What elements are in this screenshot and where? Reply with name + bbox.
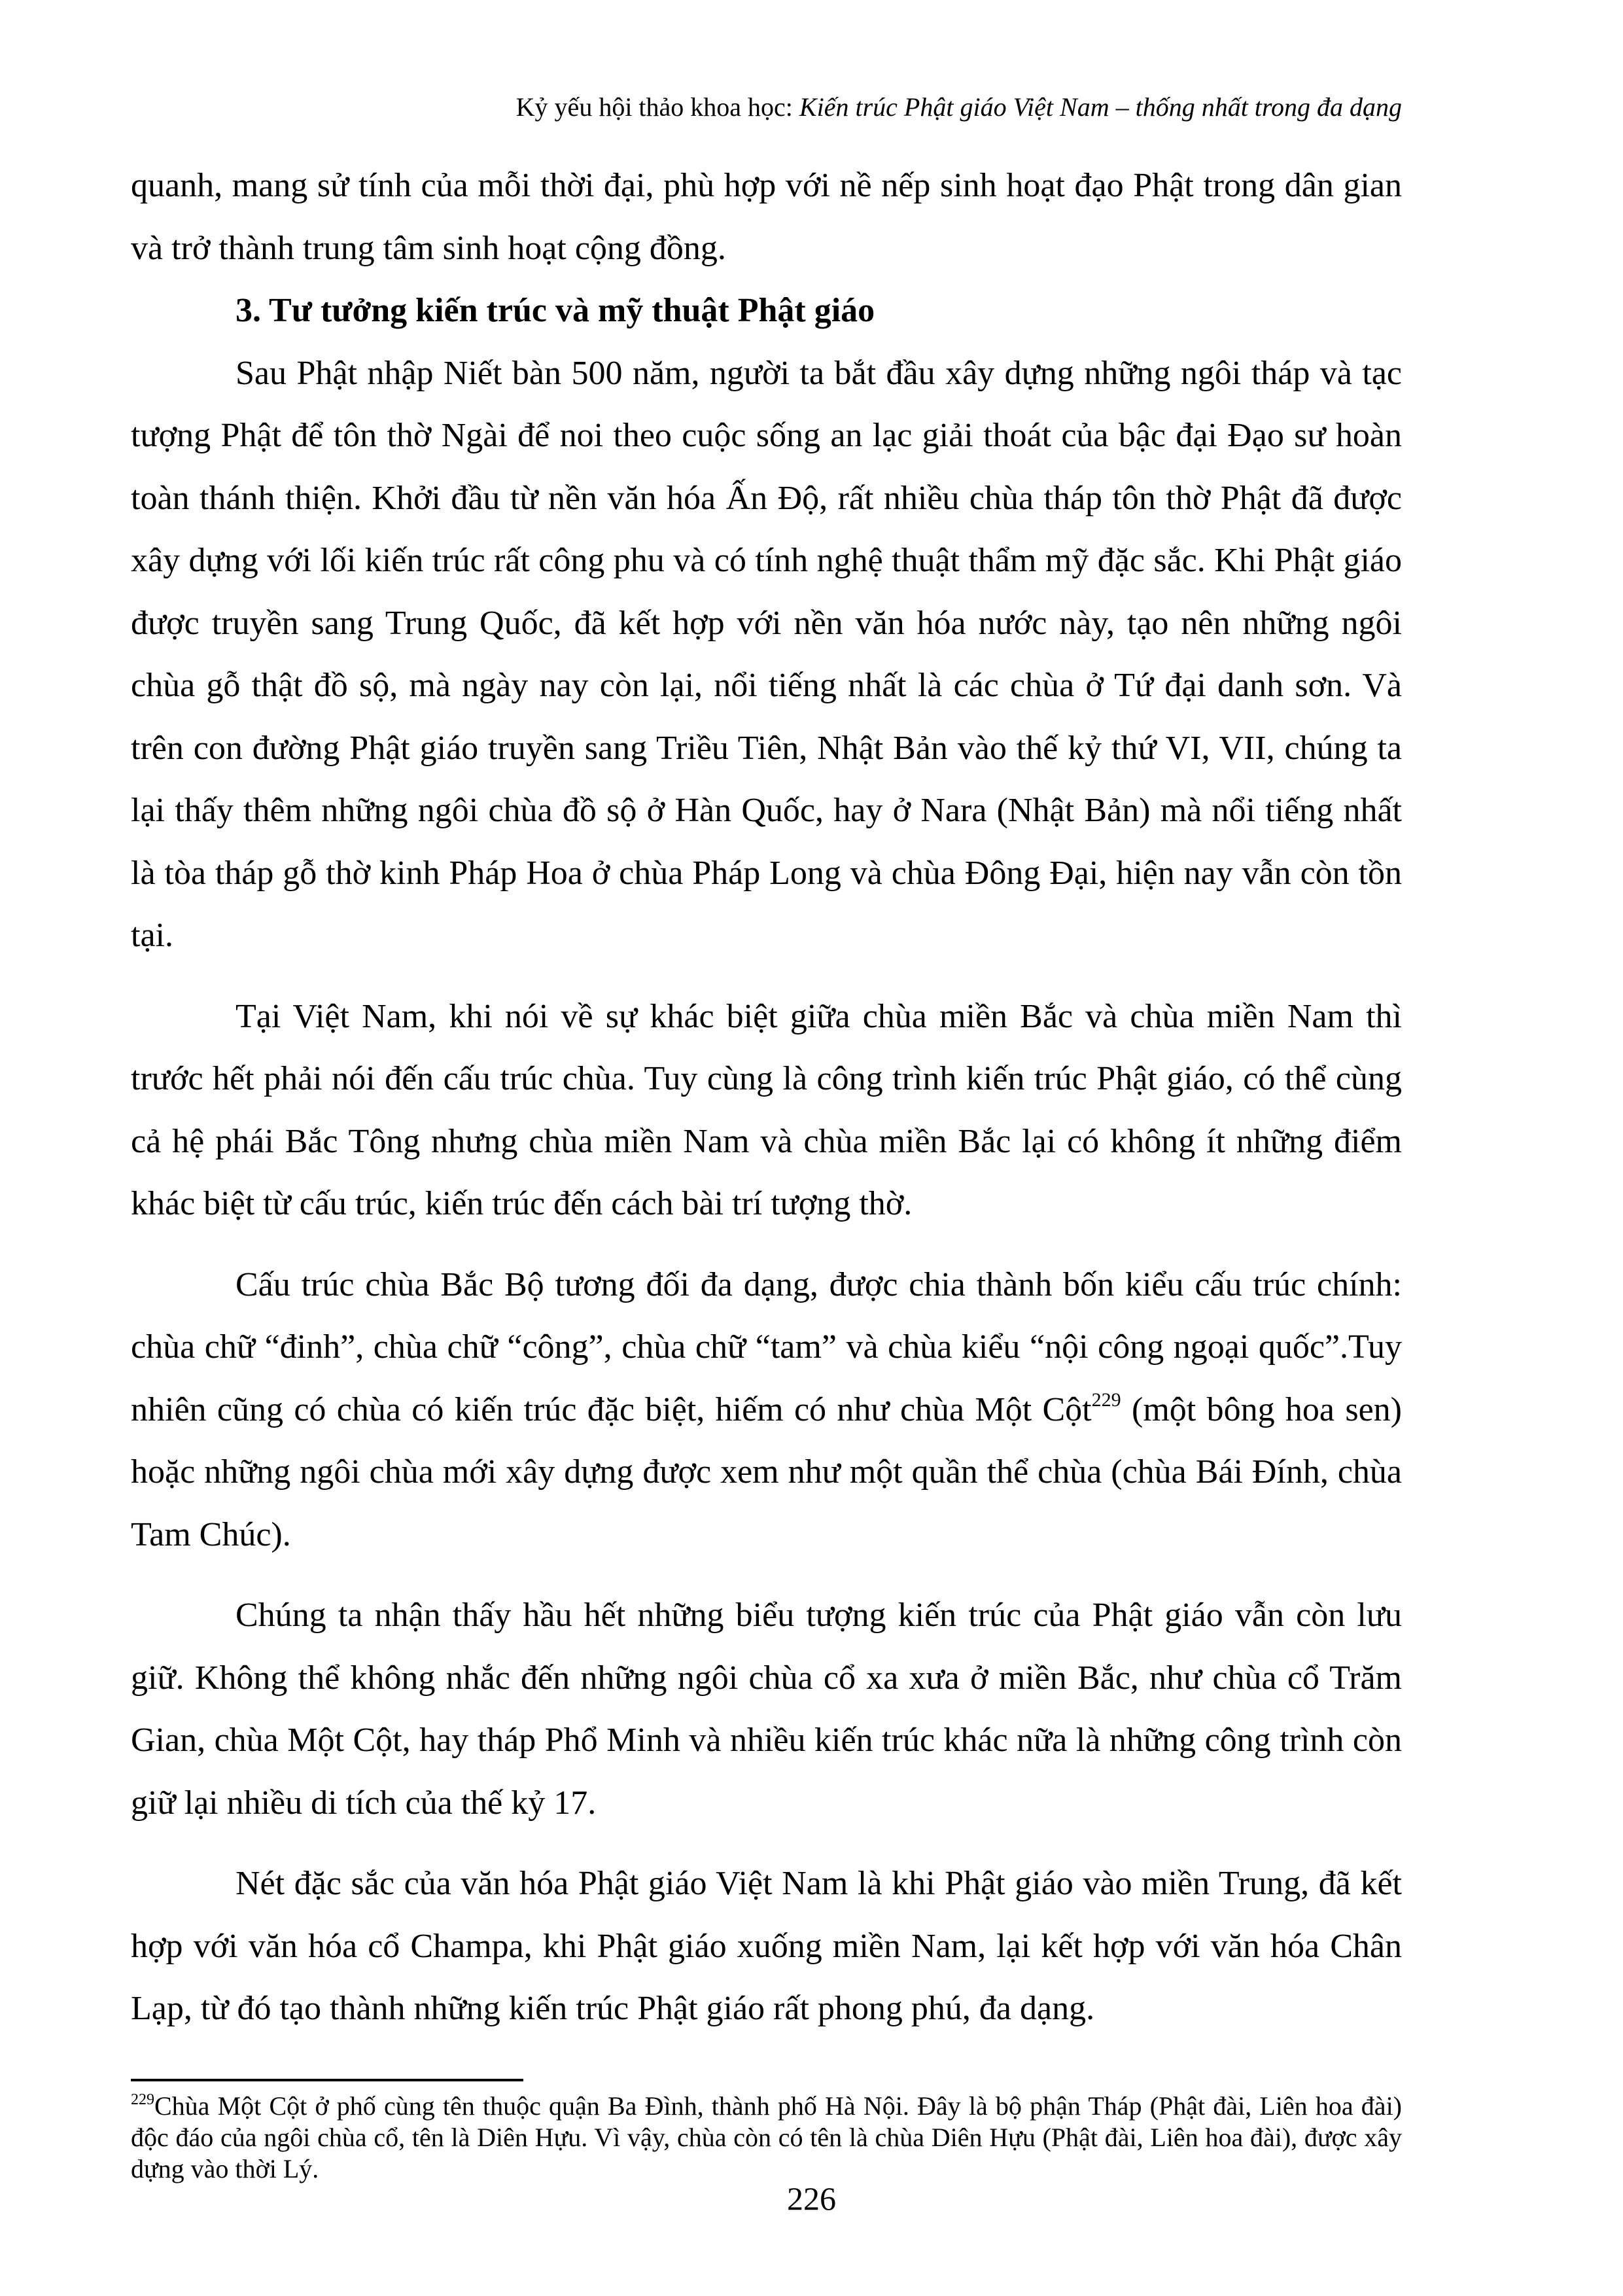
- footnote-text: Chùa Một Cột ở phố cùng tên thuộc quận Ba Đình, thành phố Hà Nội. Đây là bộ phận Tháp (Phật đài, Liên hoa đài) độc đáo của ngôi chùa cổ, tên là Diên Hựu. Vì vậy, chùa còn có tên là chùa Diên Hựu (Phật đài, Liên hoa đài), được xây dựng vào thời Lý.: [131, 2091, 1402, 2183]
- paragraph-regional-culture: Nét đặc sắc của văn hóa Phật giáo Việt Nam là khi Phật giáo vào miền Trung, đã kết hợp với văn hóa cổ Champa, khi Phật giáo xuống miền Nam, lại kết hợp với văn hóa Chân Lạp, từ đó tạo thành những kiến trúc Phật giáo rất phong phú, đa dạng.: [131, 1865, 1402, 2027]
- page-number: 226: [787, 2180, 836, 2217]
- footnote-reference[interactable]: 229: [1091, 1388, 1121, 1411]
- footnote-number: 229: [131, 2091, 154, 2108]
- paragraph-text: Cấu trúc chùa Bắc Bộ tương đối đa dạng, được chia thành bốn kiểu cấu trúc chính: chùa chữ “đinh”, chùa chữ “công”, chùa chữ “tam” và chùa kiểu “nội công ngoại quốc”.Tuy nhiên cũng có chùa có kiến trúc đặc biệt, hiếm có như chùa Một Cột: [131, 1265, 1402, 1428]
- paragraph-text: (một bông hoa sen) hoặc những ngôi chùa mới xây dựng được xem như một quần thể chùa (chùa Bái Đính, chùa Tam Chúc).: [131, 1390, 1402, 1553]
- header-title: Kiến trúc Phật giáo Việt Nam – thống nhất trong đa dạng: [799, 92, 1402, 122]
- paragraph-north-south-differences: Tại Việt Nam, khi nói về sự khác biệt giữa chùa miền Bắc và chùa miền Nam thì trước hết phải nói đến cấu trúc chùa. Tuy cùng là công trình kiến trúc Phật giáo, có thể cùng cả hệ phái Bắc Tông nhưng chùa miền Nam và chùa miền Bắc lại có không ít những điểm khác biệt từ cấu trúc, kiến trúc đến cách bài trí tượng thờ.: [131, 997, 1402, 1222]
- paragraph-buddhist-architecture-origins: Sau Phật nhập Niết bàn 500 năm, người ta bắt đầu xây dựng những ngôi tháp và tạc tượng Phật để tôn thờ Ngài để noi theo cuộc sống an lạc giải thoát của bậc đại Đạo sư hoàn toàn thánh thiện. Khởi đầu từ nền văn hóa Ấn Độ, rất nhiều chùa tháp tôn thờ Phật đã được xây dựng với lối kiến trúc rất công phu và có tính nghệ thuật thẩm mỹ đặc sắc. Khi Phật giáo được truyền sang Trung Quốc, đã kết hợp với nền văn hóa nước này, tạo nên những ngôi chùa gỗ thật đồ sộ, mà ngày nay còn lại, nổi tiếng nhất là các chùa ở Tứ đại danh sơn. Và trên con đường Phật giáo truyền sang Triều Tiên, Nhật Bản vào thế kỷ thứ VI, VII, chúng ta lại thấy thêm những ngôi chùa đồ sộ ở Hàn Quốc, hay ở Nara (Nhật Bản) mà nổi tiếng nhất là tòa tháp gỗ thờ kinh Pháp Hoa ở chùa Pháp Long và chùa Đông Đại, hiện nay vẫn còn tồn tại.: [131, 354, 1402, 954]
- paragraph-continuation: quanh, mang sử tính của mỗi thời đại, phù hợp với nề nếp sinh hoạt đạo Phật trong dân gian và trở thành trung tâm sinh hoạt cộng đồng.: [131, 167, 1402, 267]
- paragraph-northern-temple-structures: [131, 1254, 1402, 1566]
- section-heading: 3. Tư tưởng kiến trúc và mỹ thuật Phật giáo: [236, 292, 875, 329]
- running-header: [131, 92, 1402, 123]
- body-text: [131, 154, 1402, 2040]
- footnote-separator: [131, 2079, 523, 2081]
- paragraph-preserved-symbols: Chúng ta nhận thấy hầu hết những biểu tượng kiến trúc của Phật giáo vẫn còn lưu giữ. Không thể không nhắc đến những ngôi chùa cổ xa xưa ở miền Bắc, như chùa cổ Trăm Gian, chùa Một Cột, hay tháp Phổ Minh và nhiều kiến trúc khác nữa là những công trình còn giữ lại nhiều di tích của thế kỷ 17.: [131, 1597, 1402, 1822]
- footnote: [131, 2091, 1402, 2185]
- header-prefix: Kỷ yếu hội thảo khoa học:: [515, 92, 799, 122]
